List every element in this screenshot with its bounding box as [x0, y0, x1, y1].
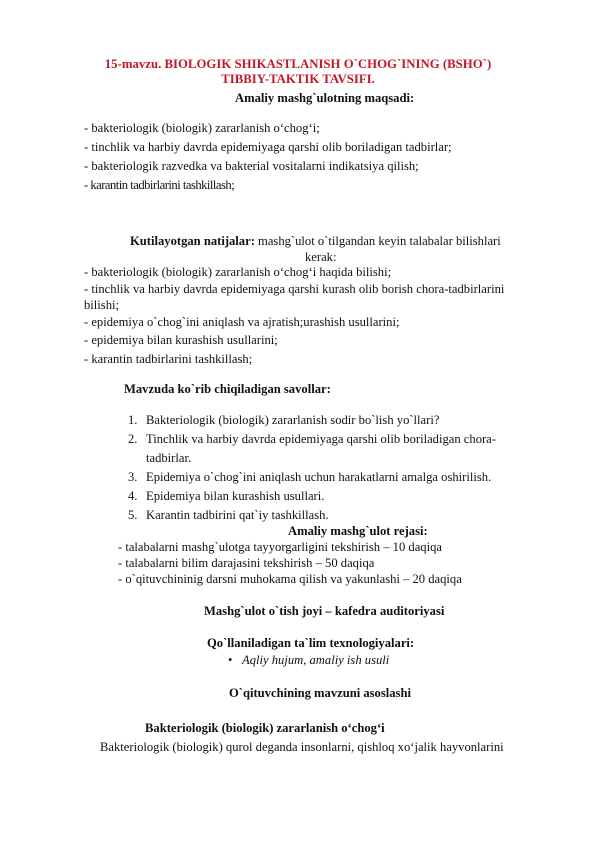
question-text: Karantin tadbirini qat`iy tashkillash.	[146, 508, 329, 522]
teacher-heading: O`qituvchining mavzuni asoslashi	[229, 686, 411, 700]
result-item: bilishi;	[84, 298, 119, 312]
question-item	[128, 451, 191, 466]
plan-item: - talabalarni mashg`ulotga tayyorgarligini tekshirish – 10 daqiqa	[118, 540, 442, 554]
result-item: - epidemiya bilan kurashish usullarini;	[84, 333, 278, 347]
question-number: 1.	[128, 413, 138, 427]
question-item	[128, 470, 491, 485]
question-number: 2.	[128, 432, 138, 446]
goal-item: - bakteriologik (biologik) zararlanish o‘chog‘i;	[84, 121, 320, 135]
question-number: 5.	[128, 508, 138, 522]
question-text: tadbirlar.	[146, 451, 192, 465]
question-number: 4.	[128, 489, 138, 503]
question-item	[128, 508, 329, 523]
question-item	[128, 432, 496, 447]
goal-item: - tinchlik va harbiy davrda epidemiyaga qarshi olib boriladigan tadbirlar;	[84, 140, 452, 154]
tech-item	[228, 653, 389, 668]
results-label: Kutilayotgan natijalar:	[130, 234, 255, 248]
goals-heading: Amaliy mashg`ulotning maqsadi:	[235, 91, 415, 105]
question-item	[128, 489, 324, 504]
title-line-2: TIBBIY-TAKTIK TAVSIFI.	[221, 72, 375, 86]
question-text: Epidemiya o`chog`ini aniqlash uchun harakatlarni amalga oshirilish.	[146, 470, 492, 484]
section-heading: Bakteriologik (biologik) zararlanish o‘chog‘i	[145, 721, 385, 735]
bullet-icon: •	[228, 653, 233, 667]
tech-heading: Qo`llaniladigan ta`lim texnologiyalari:	[207, 636, 415, 650]
tech-item-text: Aqliy hujum, amaliy ish usuli	[242, 653, 390, 667]
question-text: Tinchlik va harbiy davrda epidemiyaga qarshi olib boriladigan chora-	[146, 432, 496, 446]
goal-item: - karantin tadbirlarini tashkillash;	[84, 178, 235, 192]
result-item: - epidemiya o`chog`ini aniqlash va ajratish;urashish usullarini;	[84, 315, 400, 329]
body-line: Bakteriologik (biologik) qurol deganda insonlarni, qishloq xo‘jalik hayvonlarini	[100, 740, 504, 754]
plan-item: - o`qituvchininig darsni muhokama qilish va yakunlashi – 20 daqiqa	[118, 572, 462, 586]
results-text: mashg`ulot o`tilgandan keyin talabalar bilishlari	[254, 234, 501, 248]
results-text-2: kerak:	[305, 250, 337, 264]
result-item: - tinchlik va harbiy davrda epidemiyaga qarshi kurash olib borish chora-tadbirlarini	[84, 282, 505, 296]
question-item	[128, 413, 439, 428]
place: Mashg`ulot o`tish joyi – kafedra auditoriyasi	[204, 604, 445, 618]
title-line-1: 15-mavzu. BIOLOGIK SHIKASTLANISH O`CHOG`INING (BSHO`)	[104, 57, 492, 71]
result-item: - karantin tadbirlarini tashkillash;	[84, 352, 253, 366]
question-text: Epidemiya bilan kurashish usullari.	[146, 489, 325, 503]
question-number: 3.	[128, 470, 138, 484]
questions-heading: Mavzuda ko`rib chiqiladigan savollar:	[124, 382, 331, 396]
plan-item: - talabalarni bilim darajasini tekshirish – 50 daqiqa	[118, 556, 375, 570]
results-intro	[130, 234, 501, 249]
goal-item: - bakteriologik razvedka va bakterial vositalarni indikatsiya qilish;	[84, 159, 419, 173]
plan-heading: Amaliy mashg`ulot rejasi:	[288, 524, 428, 538]
question-text: Bakteriologik (biologik) zararlanish sodir bo`lish yo`llari?	[146, 413, 440, 427]
result-item: - bakteriologik (biologik) zararlanish o‘chog‘i haqida bilishi;	[84, 265, 392, 279]
